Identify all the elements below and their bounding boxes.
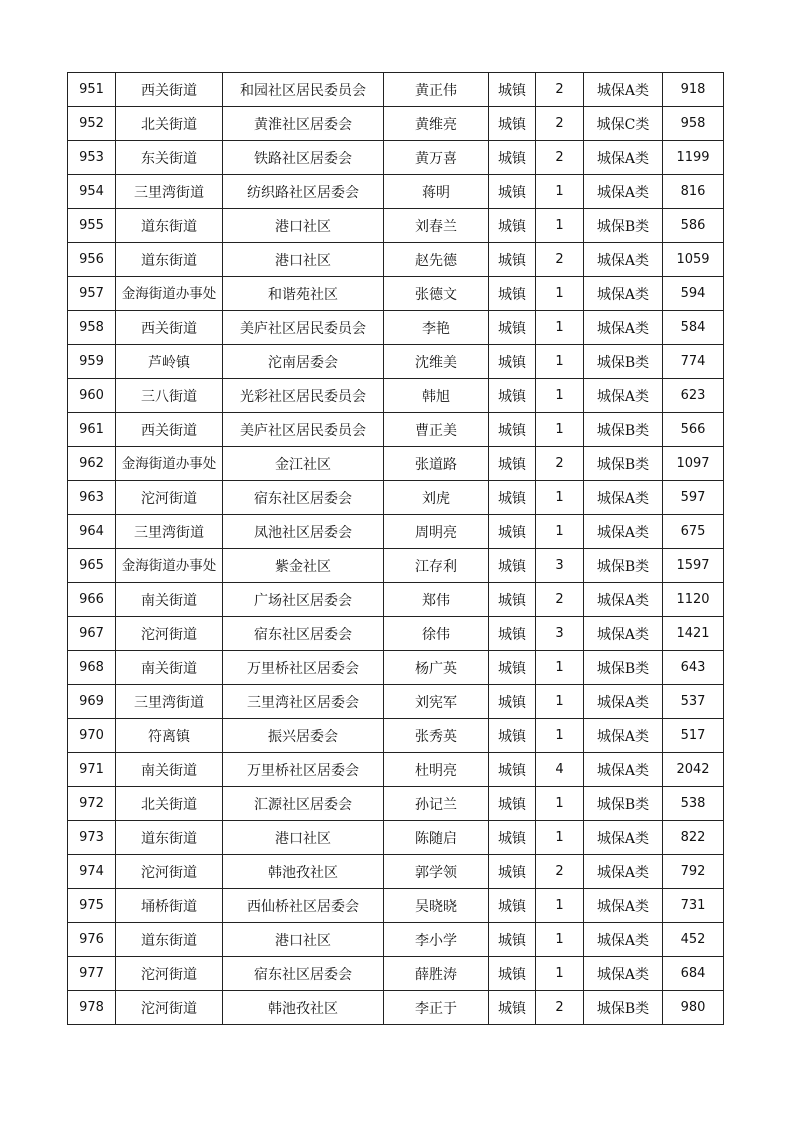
community-cell: 振兴居委会 [223,719,384,753]
member-count-cell: 1 [536,175,584,209]
member-count-cell: 1 [536,345,584,379]
name-cell: 刘春兰 [384,209,489,243]
member-count-cell: 1 [536,685,584,719]
community-cell: 万里桥社区居委会 [223,753,384,787]
amount-cell: 731 [663,889,724,923]
name-cell: 沈维美 [384,345,489,379]
community-cell: 港口社区 [223,209,384,243]
amount-cell: 980 [663,991,724,1025]
category-cell: 城保A类 [584,855,663,889]
table-row [68,787,724,821]
community-cell: 汇源社区居委会 [223,787,384,821]
member-count-cell: 1 [536,481,584,515]
row-number: 977 [68,957,116,991]
household-type-cell: 城镇 [489,73,536,107]
household-type-cell: 城镇 [489,787,536,821]
street-cell: 西关街道 [116,413,223,447]
street-cell: 道东街道 [116,209,223,243]
household-type-cell: 城镇 [489,243,536,277]
member-count-cell: 1 [536,821,584,855]
street-cell: 三里湾街道 [116,175,223,209]
name-cell: 张德文 [384,277,489,311]
name-cell: 杜明亮 [384,753,489,787]
amount-cell: 822 [663,821,724,855]
household-type-cell: 城镇 [489,617,536,651]
amount-cell: 586 [663,209,724,243]
category-cell: 城保B类 [584,345,663,379]
community-cell: 广场社区居委会 [223,583,384,617]
row-number: 971 [68,753,116,787]
name-cell: 蒋明 [384,175,489,209]
name-cell: 黄正伟 [384,73,489,107]
category-cell: 城保A类 [584,583,663,617]
member-count-cell: 2 [536,141,584,175]
category-cell: 城保A类 [584,243,663,277]
community-cell: 西仙桥社区居委会 [223,889,384,923]
household-type-cell: 城镇 [489,481,536,515]
name-cell: 郭学领 [384,855,489,889]
street-cell: 符离镇 [116,719,223,753]
household-type-cell: 城镇 [489,107,536,141]
category-cell: 城保B类 [584,209,663,243]
row-number: 964 [68,515,116,549]
category-cell: 城保A类 [584,957,663,991]
community-cell: 港口社区 [223,821,384,855]
street-cell: 西关街道 [116,73,223,107]
household-type-cell: 城镇 [489,141,536,175]
household-type-cell: 城镇 [489,685,536,719]
row-number: 955 [68,209,116,243]
community-cell: 紫金社区 [223,549,384,583]
table-row [68,311,724,345]
table-row [68,243,724,277]
name-cell: 薛胜涛 [384,957,489,991]
category-cell: 城保A类 [584,685,663,719]
amount-cell: 1597 [663,549,724,583]
household-type-cell: 城镇 [489,209,536,243]
household-type-cell: 城镇 [489,345,536,379]
household-type-cell: 城镇 [489,277,536,311]
category-cell: 城保A类 [584,753,663,787]
street-cell: 沱河街道 [116,991,223,1025]
row-number: 968 [68,651,116,685]
category-cell: 城保A类 [584,277,663,311]
table-row [68,141,724,175]
table-row [68,821,724,855]
name-cell: 孙记兰 [384,787,489,821]
category-cell: 城保B类 [584,991,663,1025]
name-cell: 吴晓晓 [384,889,489,923]
community-cell: 金江社区 [223,447,384,481]
amount-cell: 1120 [663,583,724,617]
household-type-cell: 城镇 [489,379,536,413]
table-row [68,447,724,481]
amount-cell: 566 [663,413,724,447]
category-cell: 城保A类 [584,311,663,345]
amount-cell: 675 [663,515,724,549]
community-cell: 韩池孜社区 [223,991,384,1025]
row-number: 970 [68,719,116,753]
row-number: 978 [68,991,116,1025]
community-cell: 沱南居委会 [223,345,384,379]
table-row [68,515,724,549]
category-cell: 城保B类 [584,447,663,481]
amount-cell: 643 [663,651,724,685]
street-cell: 沱河街道 [116,957,223,991]
roster-body [68,73,724,1025]
street-cell: 道东街道 [116,243,223,277]
amount-cell: 684 [663,957,724,991]
table-row [68,107,724,141]
category-cell: 城保A类 [584,923,663,957]
community-cell: 宿东社区居委会 [223,481,384,515]
street-cell: 埇桥街道 [116,889,223,923]
name-cell: 李小学 [384,923,489,957]
category-cell: 城保A类 [584,889,663,923]
household-type-cell: 城镇 [489,515,536,549]
member-count-cell: 1 [536,719,584,753]
household-type-cell: 城镇 [489,549,536,583]
street-cell: 沱河街道 [116,855,223,889]
community-cell: 纺织路社区居委会 [223,175,384,209]
name-cell: 黄维亮 [384,107,489,141]
community-cell: 美庐社区居民委员会 [223,413,384,447]
amount-cell: 816 [663,175,724,209]
amount-cell: 452 [663,923,724,957]
table-row [68,413,724,447]
category-cell: 城保A类 [584,141,663,175]
household-type-cell: 城镇 [489,651,536,685]
member-count-cell: 2 [536,583,584,617]
category-cell: 城保A类 [584,73,663,107]
name-cell: 曹正美 [384,413,489,447]
street-cell: 沱河街道 [116,481,223,515]
table-row [68,617,724,651]
street-cell: 金海街道办事处 [116,549,223,583]
community-cell: 铁路社区居委会 [223,141,384,175]
street-cell: 三里湾街道 [116,515,223,549]
street-cell: 北关街道 [116,787,223,821]
member-count-cell: 3 [536,549,584,583]
category-cell: 城保B类 [584,413,663,447]
community-cell: 港口社区 [223,243,384,277]
table-row [68,175,724,209]
row-number: 951 [68,73,116,107]
name-cell: 李艳 [384,311,489,345]
member-count-cell: 1 [536,923,584,957]
row-number: 967 [68,617,116,651]
name-cell: 郑伟 [384,583,489,617]
community-cell: 韩池孜社区 [223,855,384,889]
name-cell: 徐伟 [384,617,489,651]
table-row [68,73,724,107]
member-count-cell: 2 [536,447,584,481]
member-count-cell: 1 [536,413,584,447]
street-cell: 沱河街道 [116,617,223,651]
street-cell: 西关街道 [116,311,223,345]
row-number: 960 [68,379,116,413]
member-count-cell: 2 [536,991,584,1025]
member-count-cell: 2 [536,107,584,141]
name-cell: 杨广英 [384,651,489,685]
member-count-cell: 2 [536,73,584,107]
category-cell: 城保A类 [584,515,663,549]
street-cell: 东关街道 [116,141,223,175]
amount-cell: 594 [663,277,724,311]
row-number: 962 [68,447,116,481]
table-row [68,481,724,515]
amount-cell: 918 [663,73,724,107]
table-row [68,855,724,889]
roster-table [67,72,724,1025]
row-number: 961 [68,413,116,447]
row-number: 972 [68,787,116,821]
amount-cell: 597 [663,481,724,515]
community-cell: 三里湾社区居委会 [223,685,384,719]
member-count-cell: 1 [536,515,584,549]
member-count-cell: 2 [536,855,584,889]
member-count-cell: 2 [536,243,584,277]
row-number: 975 [68,889,116,923]
amount-cell: 1421 [663,617,724,651]
table-row [68,379,724,413]
row-number: 976 [68,923,116,957]
street-cell: 金海街道办事处 [116,447,223,481]
category-cell: 城保A类 [584,379,663,413]
street-cell: 三里湾街道 [116,685,223,719]
category-cell: 城保B类 [584,787,663,821]
street-cell: 三八街道 [116,379,223,413]
amount-cell: 1097 [663,447,724,481]
row-number: 963 [68,481,116,515]
community-cell: 宿东社区居委会 [223,617,384,651]
row-number: 974 [68,855,116,889]
category-cell: 城保B类 [584,549,663,583]
name-cell: 周明亮 [384,515,489,549]
member-count-cell: 1 [536,889,584,923]
street-cell: 南关街道 [116,753,223,787]
category-cell: 城保A类 [584,821,663,855]
row-number: 954 [68,175,116,209]
name-cell: 赵先德 [384,243,489,277]
name-cell: 黄万喜 [384,141,489,175]
row-number: 956 [68,243,116,277]
member-count-cell: 1 [536,651,584,685]
table-row [68,753,724,787]
community-cell: 港口社区 [223,923,384,957]
amount-cell: 537 [663,685,724,719]
amount-cell: 538 [663,787,724,821]
household-type-cell: 城镇 [489,175,536,209]
row-number: 959 [68,345,116,379]
household-type-cell: 城镇 [489,889,536,923]
community-cell: 和谐苑社区 [223,277,384,311]
table-row [68,345,724,379]
row-number: 973 [68,821,116,855]
amount-cell: 958 [663,107,724,141]
name-cell: 张秀英 [384,719,489,753]
household-type-cell: 城镇 [489,753,536,787]
household-type-cell: 城镇 [489,991,536,1025]
street-cell: 南关街道 [116,651,223,685]
row-number: 966 [68,583,116,617]
name-cell: 陈随启 [384,821,489,855]
amount-cell: 1199 [663,141,724,175]
amount-cell: 623 [663,379,724,413]
amount-cell: 517 [663,719,724,753]
household-type-cell: 城镇 [489,311,536,345]
name-cell: 刘宪军 [384,685,489,719]
name-cell: 江存利 [384,549,489,583]
community-cell: 美庐社区居民委员会 [223,311,384,345]
amount-cell: 584 [663,311,724,345]
community-cell: 宿东社区居委会 [223,957,384,991]
category-cell: 城保A类 [584,481,663,515]
row-number: 957 [68,277,116,311]
table-row [68,923,724,957]
household-type-cell: 城镇 [489,821,536,855]
street-cell: 南关街道 [116,583,223,617]
table-row [68,583,724,617]
category-cell: 城保A类 [584,175,663,209]
street-cell: 北关街道 [116,107,223,141]
category-cell: 城保A类 [584,719,663,753]
row-number: 965 [68,549,116,583]
row-number: 958 [68,311,116,345]
amount-cell: 2042 [663,753,724,787]
street-cell: 道东街道 [116,821,223,855]
amount-cell: 1059 [663,243,724,277]
household-type-cell: 城镇 [489,957,536,991]
name-cell: 李正于 [384,991,489,1025]
row-number: 952 [68,107,116,141]
category-cell: 城保A类 [584,617,663,651]
member-count-cell: 1 [536,379,584,413]
table-row [68,889,724,923]
street-cell: 芦岭镇 [116,345,223,379]
community-cell: 凤池社区居委会 [223,515,384,549]
household-type-cell: 城镇 [489,719,536,753]
member-count-cell: 3 [536,617,584,651]
member-count-cell: 1 [536,957,584,991]
amount-cell: 774 [663,345,724,379]
household-type-cell: 城镇 [489,447,536,481]
member-count-cell: 1 [536,277,584,311]
member-count-cell: 1 [536,787,584,821]
member-count-cell: 1 [536,209,584,243]
table-row [68,651,724,685]
name-cell: 韩旭 [384,379,489,413]
community-cell: 黄淮社区居委会 [223,107,384,141]
street-cell: 道东街道 [116,923,223,957]
table-row [68,549,724,583]
row-number: 953 [68,141,116,175]
table-row [68,719,724,753]
community-cell: 光彩社区居民委员会 [223,379,384,413]
name-cell: 张道路 [384,447,489,481]
name-cell: 刘虎 [384,481,489,515]
member-count-cell: 1 [536,311,584,345]
row-number: 969 [68,685,116,719]
table-row [68,277,724,311]
table-row [68,685,724,719]
table-row [68,209,724,243]
household-type-cell: 城镇 [489,583,536,617]
community-cell: 和园社区居民委员会 [223,73,384,107]
household-type-cell: 城镇 [489,923,536,957]
member-count-cell: 4 [536,753,584,787]
table-row [68,991,724,1025]
table-row [68,957,724,991]
household-type-cell: 城镇 [489,855,536,889]
household-type-cell: 城镇 [489,413,536,447]
amount-cell: 792 [663,855,724,889]
community-cell: 万里桥社区居委会 [223,651,384,685]
category-cell: 城保B类 [584,651,663,685]
category-cell: 城保C类 [584,107,663,141]
street-cell: 金海街道办事处 [116,277,223,311]
